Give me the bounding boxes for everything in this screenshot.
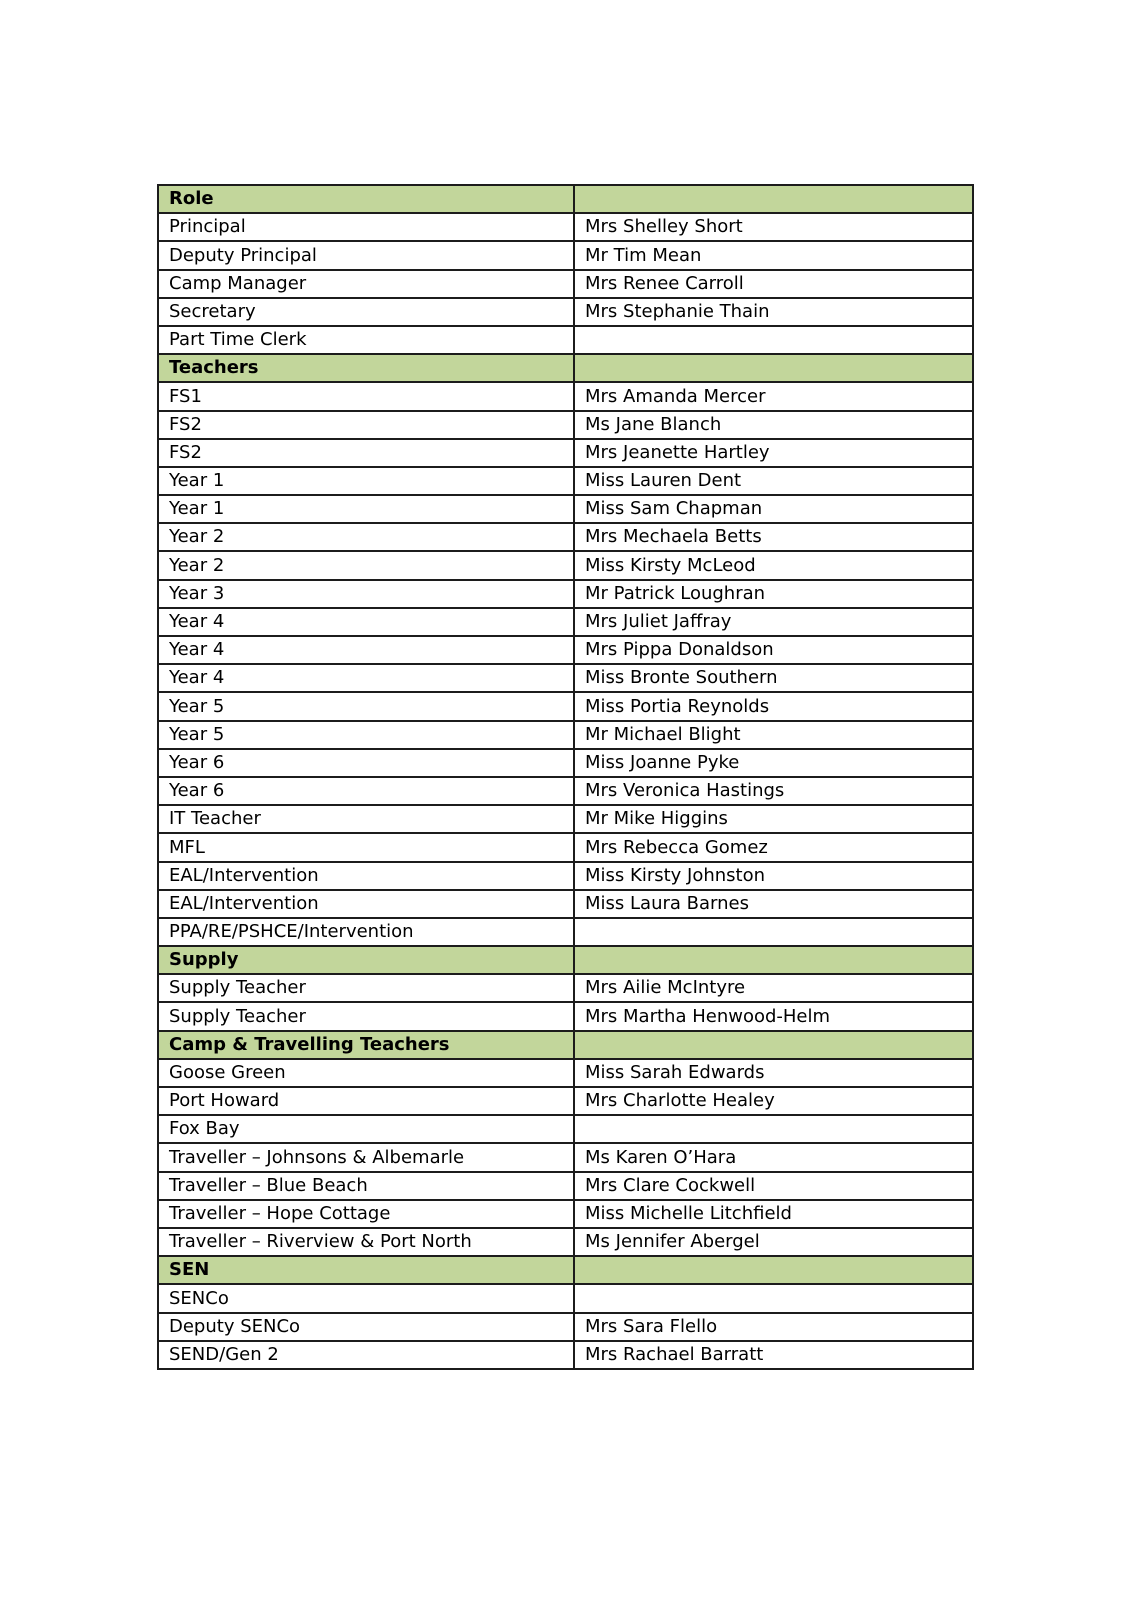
name-cell: Mrs Mechaela Betts	[574, 523, 973, 551]
table-row	[158, 298, 973, 326]
role-cell: Role	[158, 185, 574, 213]
role-cell: Supply Teacher	[158, 1002, 574, 1030]
name-cell: Ms Jennifer Abergel	[574, 1228, 973, 1256]
name-cell	[574, 326, 973, 354]
role-cell: IT Teacher	[158, 805, 574, 833]
name-cell: Miss Michelle Litchfield	[574, 1200, 973, 1228]
table-row	[158, 411, 973, 439]
table-row	[158, 1200, 973, 1228]
role-cell: Year 5	[158, 692, 574, 720]
table-row	[158, 777, 973, 805]
name-cell	[574, 1284, 973, 1312]
section-header-row	[158, 354, 973, 382]
name-cell: Mrs Ailie McIntyre	[574, 974, 973, 1002]
name-cell: Mrs Stephanie Thain	[574, 298, 973, 326]
name-cell: Mrs Clare Cockwell	[574, 1172, 973, 1200]
role-cell: FS2	[158, 411, 574, 439]
table-row	[158, 1228, 973, 1256]
table-row	[158, 833, 973, 861]
role-cell: Part Time Clerk	[158, 326, 574, 354]
name-cell: Mrs Amanda Mercer	[574, 382, 973, 410]
name-cell: Miss Lauren Dent	[574, 467, 973, 495]
section-header-row	[158, 185, 973, 213]
table-row	[158, 721, 973, 749]
role-cell: Year 3	[158, 580, 574, 608]
role-cell: Year 4	[158, 608, 574, 636]
name-cell: Mrs Charlotte Healey	[574, 1087, 973, 1115]
role-cell: Traveller – Riverview & Port North	[158, 1228, 574, 1256]
name-cell: Ms Karen O’Hara	[574, 1143, 973, 1171]
name-cell: Mrs Jeanette Hartley	[574, 439, 973, 467]
table-row	[158, 1172, 973, 1200]
role-cell: EAL/Intervention	[158, 890, 574, 918]
name-cell: Miss Laura Barnes	[574, 890, 973, 918]
name-cell: Mr Michael Blight	[574, 721, 973, 749]
name-cell: Miss Kirsty Johnston	[574, 862, 973, 890]
table-row	[158, 692, 973, 720]
role-cell: Year 5	[158, 721, 574, 749]
name-cell: Mrs Martha Henwood-Helm	[574, 1002, 973, 1030]
role-cell: MFL	[158, 833, 574, 861]
staff-table	[157, 184, 974, 1370]
table-row	[158, 1143, 973, 1171]
role-cell: SENCo	[158, 1284, 574, 1312]
role-cell: Year 6	[158, 777, 574, 805]
name-cell	[574, 1115, 973, 1143]
role-cell: PPA/RE/PSHCE/Intervention	[158, 918, 574, 946]
role-cell: Camp & Travelling Teachers	[158, 1031, 574, 1059]
role-cell: Goose Green	[158, 1059, 574, 1087]
role-cell: Camp Manager	[158, 270, 574, 298]
table-row	[158, 1341, 973, 1369]
role-cell: Supply	[158, 946, 574, 974]
table-row	[158, 1059, 973, 1087]
table-row	[158, 241, 973, 269]
table-row	[158, 467, 973, 495]
table-row	[158, 862, 973, 890]
table-row	[158, 974, 973, 1002]
table-row	[158, 805, 973, 833]
table-row	[158, 213, 973, 241]
name-cell: Ms Jane Blanch	[574, 411, 973, 439]
name-cell: Mrs Rachael Barratt	[574, 1341, 973, 1369]
name-cell	[574, 354, 973, 382]
name-cell: Miss Portia Reynolds	[574, 692, 973, 720]
role-cell: Fox Bay	[158, 1115, 574, 1143]
name-cell: Mrs Veronica Hastings	[574, 777, 973, 805]
name-cell: Mrs Renee Carroll	[574, 270, 973, 298]
name-cell: Mr Mike Higgins	[574, 805, 973, 833]
role-cell: FS1	[158, 382, 574, 410]
role-cell: Traveller – Johnsons & Albemarle	[158, 1143, 574, 1171]
role-cell: Principal	[158, 213, 574, 241]
section-header-row	[158, 946, 973, 974]
name-cell: Miss Joanne Pyke	[574, 749, 973, 777]
name-cell	[574, 1256, 973, 1284]
name-cell: Mrs Sara Flello	[574, 1313, 973, 1341]
table-row	[158, 664, 973, 692]
table-row	[158, 439, 973, 467]
name-cell	[574, 185, 973, 213]
role-cell: Secretary	[158, 298, 574, 326]
role-cell: Supply Teacher	[158, 974, 574, 1002]
table-row	[158, 580, 973, 608]
role-cell: Traveller – Hope Cottage	[158, 1200, 574, 1228]
role-cell: Deputy Principal	[158, 241, 574, 269]
name-cell: Mr Tim Mean	[574, 241, 973, 269]
role-cell: Year 2	[158, 551, 574, 579]
table-row	[158, 551, 973, 579]
name-cell: Miss Bronte Southern	[574, 664, 973, 692]
role-cell: Port Howard	[158, 1087, 574, 1115]
table-row	[158, 890, 973, 918]
name-cell	[574, 918, 973, 946]
staff-table-body	[158, 185, 973, 1369]
name-cell: Mrs Pippa Donaldson	[574, 636, 973, 664]
role-cell: EAL/Intervention	[158, 862, 574, 890]
table-row	[158, 1002, 973, 1030]
name-cell: Miss Sam Chapman	[574, 495, 973, 523]
section-header-row	[158, 1031, 973, 1059]
role-cell: SEND/Gen 2	[158, 1341, 574, 1369]
section-header-row	[158, 1256, 973, 1284]
table-row	[158, 1115, 973, 1143]
role-cell: Year 2	[158, 523, 574, 551]
table-row	[158, 1313, 973, 1341]
role-cell: Teachers	[158, 354, 574, 382]
name-cell	[574, 1031, 973, 1059]
table-row	[158, 495, 973, 523]
table-row	[158, 1284, 973, 1312]
table-row	[158, 749, 973, 777]
role-cell: FS2	[158, 439, 574, 467]
role-cell: SEN	[158, 1256, 574, 1284]
table-row	[158, 918, 973, 946]
table-row	[158, 523, 973, 551]
table-row	[158, 636, 973, 664]
name-cell: Miss Kirsty McLeod	[574, 551, 973, 579]
name-cell	[574, 946, 973, 974]
role-cell: Year 1	[158, 467, 574, 495]
table-row	[158, 382, 973, 410]
role-cell: Year 4	[158, 636, 574, 664]
name-cell: Miss Sarah Edwards	[574, 1059, 973, 1087]
name-cell: Mr Patrick Loughran	[574, 580, 973, 608]
table-row	[158, 1087, 973, 1115]
table-row	[158, 326, 973, 354]
role-cell: Year 6	[158, 749, 574, 777]
table-row	[158, 608, 973, 636]
role-cell: Traveller – Blue Beach	[158, 1172, 574, 1200]
name-cell: Mrs Juliet Jaffray	[574, 608, 973, 636]
role-cell: Deputy SENCo	[158, 1313, 574, 1341]
name-cell: Mrs Shelley Short	[574, 213, 973, 241]
table-row	[158, 270, 973, 298]
role-cell: Year 4	[158, 664, 574, 692]
role-cell: Year 1	[158, 495, 574, 523]
name-cell: Mrs Rebecca Gomez	[574, 833, 973, 861]
